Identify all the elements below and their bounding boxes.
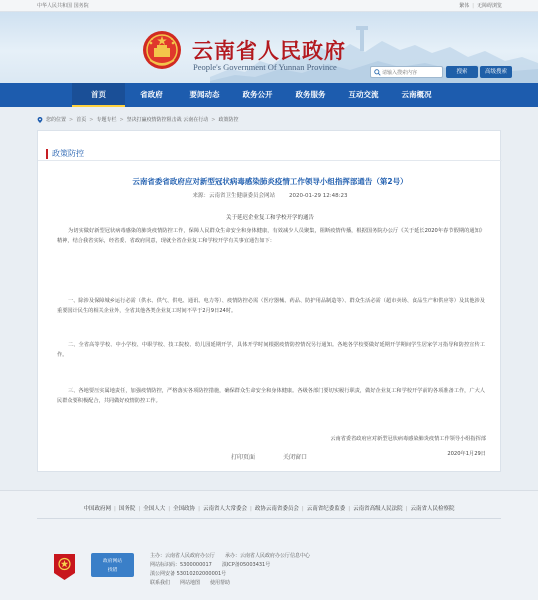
breadcrumb-policy[interactable]: 政策防控 bbox=[218, 117, 239, 123]
search-box[interactable] bbox=[370, 66, 443, 78]
close-window-link[interactable]: 关闭窗口 bbox=[283, 454, 308, 461]
footer-link[interactable]: 中国政府网 bbox=[83, 506, 111, 512]
nav-item-yunnan-overview[interactable]: 云南概况 bbox=[401, 90, 432, 99]
section-accent-bar bbox=[46, 149, 48, 159]
footer-info-line: 网站标识码：5300000017 滇ICP备05003431号 bbox=[150, 562, 271, 568]
article-title: 云南省委省政府应对新型冠状病毒感染肺炎疫情工作领导小组指挥部通告（第2号） bbox=[132, 177, 408, 186]
find-badge-line1: 政府网站 bbox=[102, 559, 123, 564]
breadcrumb-label: 您的位置 bbox=[46, 117, 67, 123]
location-icon bbox=[37, 117, 43, 123]
nav-item-news[interactable]: 要闻动态 bbox=[189, 90, 220, 99]
article-sign-date: 2020年1月29日 bbox=[447, 451, 486, 457]
top-strip-left-text: 中华人民共和国 国务院 bbox=[37, 3, 89, 9]
article-paragraph: 一、除涉及保障城乡运行必需（供水、供气、供电、通讯、电力等）、疫情防控必需（医疗器械、药品、防护用品制造等）、群众生活必需（超市卖场、食品生产和供应等）及其他涉及重要国计民生的相关企业外，全省其他各类企业复工时间不早于2月9日24时。 bbox=[57, 298, 485, 314]
article-signature: 云南省委省政府应对新型冠状病毒感染肺炎疫情工作领导小组指挥部 bbox=[330, 436, 486, 442]
footer-info-line: 主办：云南省人民政府办公厅 承办：云南省人民政府办公厅信息中心 bbox=[150, 553, 311, 559]
nav-item-government-affairs[interactable]: 政务公开 bbox=[242, 90, 273, 99]
footer-divider bbox=[37, 518, 501, 519]
search-input[interactable] bbox=[382, 68, 440, 77]
nav-item-interaction[interactable]: 互动交流 bbox=[348, 90, 379, 99]
article-meta bbox=[38, 191, 502, 199]
article-date: 2020-01-29 12:48:23 bbox=[289, 193, 348, 199]
government-site-error-report-badge[interactable] bbox=[91, 553, 134, 577]
footer-info-line: 联系我们 网站地图 使用帮助 bbox=[150, 580, 231, 586]
document-heading: 关于延迟企业复工和学校开学的通告 bbox=[225, 215, 314, 221]
article-source: 来源：云南省卫生健康委员会网站 bbox=[192, 193, 276, 199]
find-badge-line2: 找错 bbox=[107, 568, 118, 573]
site-title: 云南省人民政府 bbox=[192, 38, 346, 63]
party-government-badge-icon[interactable] bbox=[54, 554, 75, 580]
article-paragraph: 三、各地要压实属地责任，加强疫情防控，严格落实各项防控措施，确保群众生命安全和身体健康。各级各部门要切实履行职责，做好企业复工和学校开学前的各项准备工作，广大人民群众要积极配合，共同做好疫情防控工作。 bbox=[57, 388, 485, 404]
traditional-chinese-link[interactable]: 繁体 bbox=[459, 3, 470, 9]
footer-links: 中国政府网 | 国务院 | 全国人大 | 全国政协 | 云南省人大常委会 | 政协云南省委员会 | 云南省纪委监委 | 云南省高级人民法院 | 云南省人民检察院 bbox=[83, 506, 455, 512]
breadcrumb: 您的位置 > 首页 > 专题专栏 > 坚决打赢疫情防控阻击战 云南在行动 > 政策防控 bbox=[37, 113, 501, 127]
top-strip-links: 繁体 | 无障碍浏览 bbox=[459, 3, 502, 9]
footer-link[interactable]: 云南省高级人民法院 bbox=[353, 506, 403, 512]
site-header bbox=[0, 12, 538, 83]
nav-item-provincial-government[interactable]: 省政府 bbox=[140, 90, 163, 99]
breadcrumb-home[interactable]: 首页 bbox=[76, 117, 87, 123]
nav-item-services[interactable]: 政务服务 bbox=[295, 90, 326, 99]
footer-info-line: 滇公网安备 53010202000001号 bbox=[150, 571, 227, 577]
national-emblem-icon bbox=[142, 30, 182, 70]
article-paragraph: 二、全省高等学校、中小学校、中职学校、技工院校、幼儿园延期开学，具体开学时间根据疫情防控情况另行通知。各地各学校要做好延期开学期间学生居家学习指导和防控宣传工作。 bbox=[57, 342, 485, 358]
breadcrumb-epidemic-topic[interactable]: 坚决打赢疫情防控阻击战 云南在行动 bbox=[126, 117, 209, 123]
advanced-search-button[interactable]: 高级搜索 bbox=[480, 66, 512, 78]
search-icon bbox=[374, 69, 381, 76]
footer-link[interactable]: 云南省人大常委会 bbox=[202, 506, 247, 512]
accessibility-link[interactable]: 无障碍浏览 bbox=[476, 3, 502, 9]
footer-link[interactable]: 政协云南省委员会 bbox=[254, 506, 299, 512]
nav-item-home[interactable]: 首页 bbox=[72, 83, 125, 107]
article-actions bbox=[0, 452, 538, 464]
footer-link[interactable]: 全国人大 bbox=[143, 506, 166, 512]
footer-link[interactable]: 云南省纪委监委 bbox=[306, 506, 346, 512]
breadcrumb-topics[interactable]: 专题专栏 bbox=[96, 117, 117, 123]
main-nav bbox=[0, 83, 538, 107]
article-card bbox=[37, 130, 501, 472]
site-footer bbox=[0, 490, 538, 600]
search-button[interactable]: 搜索 bbox=[446, 66, 478, 78]
section-header bbox=[38, 147, 502, 161]
print-page-link[interactable]: 打印页面 bbox=[230, 454, 255, 461]
site-subtitle: People's Government Of Yunnan Province bbox=[193, 62, 337, 72]
article-paragraph: 为切实做好新型冠状病毒感染的肺炎疫情防控工作，保障人民群众生命安全和身体健康，有效减少人员聚集，阻断疫情传播，根据国务院办公厅《关于延长2020年春节假期的通知》精神，结合我省实际，经省委、省政府同意，现就全省企业复工和学校开学有关事宜通告如下： bbox=[57, 228, 485, 244]
top-strip bbox=[0, 0, 538, 12]
footer-link[interactable]: 国务院 bbox=[118, 506, 136, 512]
section-title: 政策防控 bbox=[52, 149, 84, 158]
footer-link[interactable]: 全国政协 bbox=[173, 506, 196, 512]
footer-link[interactable]: 云南省人民检察院 bbox=[410, 506, 455, 512]
